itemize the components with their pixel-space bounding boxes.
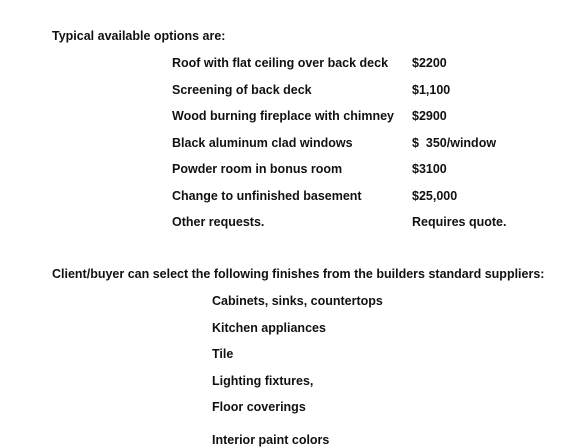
option-price: $25,000	[412, 188, 458, 203]
option-row	[172, 54, 552, 81]
options-list	[172, 54, 552, 240]
option-row	[172, 187, 552, 214]
finish-item: Floor coverings	[212, 400, 306, 414]
option-price: $3100	[412, 162, 447, 176]
option-price: $2900	[412, 109, 447, 123]
option-price: Requires quote.	[412, 215, 507, 229]
option-row	[172, 134, 552, 161]
option-label: Roof with flat ceiling over back deck	[172, 56, 389, 70]
option-row	[172, 160, 552, 187]
option-label: Other requests.	[172, 215, 265, 229]
finish-item: Interior paint colors	[212, 432, 330, 447]
finish-item: Tile	[212, 347, 234, 361]
finishes-intro: Client/buyer can select the following finishes from the builders standard suppliers:	[52, 267, 545, 281]
option-price: $2200	[412, 56, 447, 70]
option-label: Screening of back deck	[172, 82, 312, 97]
option-label: Change to unfinished basement	[172, 188, 362, 203]
finish-item: Cabinets, sinks, countertops	[212, 294, 383, 308]
option-row	[172, 81, 552, 108]
option-label: Powder room in bonus room	[172, 162, 343, 176]
finish-item: Kitchen appliances	[212, 320, 326, 335]
option-row	[172, 213, 552, 240]
finish-item: Lighting fixtures,	[212, 373, 314, 388]
option-price: $ 350/window	[412, 135, 497, 150]
options-intro: Typical available options are:	[52, 29, 226, 43]
option-price: $1,100	[412, 82, 451, 97]
option-row	[172, 107, 552, 134]
option-label: Black aluminum clad windows	[172, 135, 353, 150]
finishes-list	[212, 292, 383, 447]
option-label: Wood burning fireplace with chimney	[172, 109, 395, 123]
